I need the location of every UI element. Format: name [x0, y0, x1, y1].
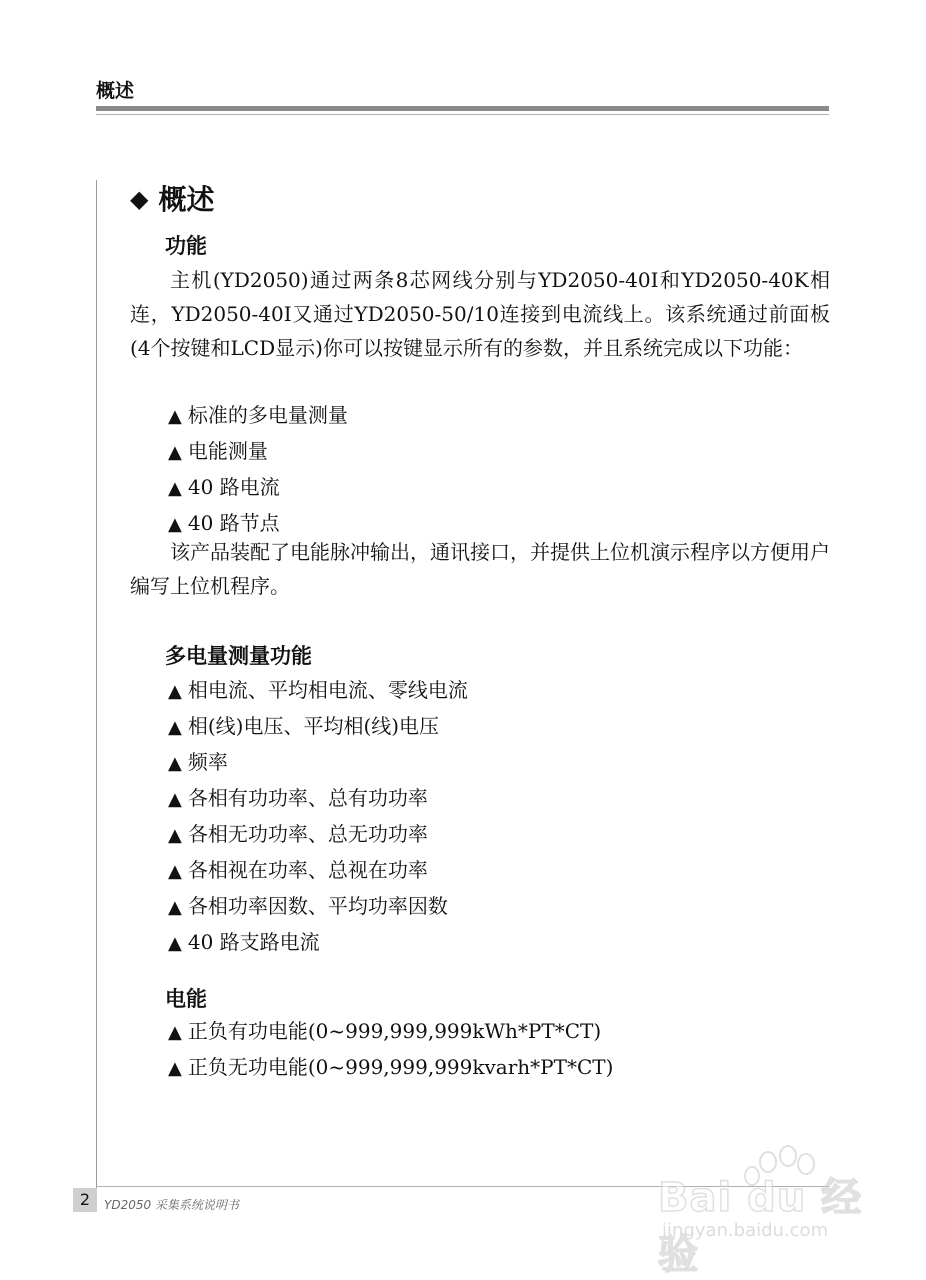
footer-doc-title: YD2050 采集系统说明书: [104, 1198, 239, 1212]
energy-list: [168, 1014, 613, 1086]
list-item: [168, 925, 468, 961]
triangle-bullet-icon: ▲: [168, 406, 182, 427]
triangle-bullet-icon: ▲: [168, 681, 182, 702]
list-item: [168, 673, 468, 709]
diamond-bullet-icon: ◆: [130, 185, 149, 213]
list-item-text: 电能测量: [187, 439, 268, 463]
list-item-text: 各相功率因数、平均功率因数: [187, 894, 448, 918]
list-item-text: 各相无功功率、总无功功率: [187, 822, 428, 846]
list-item-text: 相(线)电压、平均相(线)电压: [187, 714, 440, 738]
list-item: [168, 709, 468, 745]
list-item-text: 正负无功电能(0~999,999,999kvarh*PT*CT): [187, 1055, 614, 1079]
list-item: [168, 434, 348, 470]
list-item-text: 40 路电流: [187, 475, 280, 499]
functions-list: [168, 398, 348, 542]
energy-heading: 电能: [165, 987, 207, 1011]
triangle-bullet-icon: ▲: [168, 789, 182, 810]
triangle-bullet-icon: ▲: [168, 514, 182, 535]
triangle-bullet-icon: ▲: [168, 933, 182, 954]
list-item-text: 相电流、平均相电流、零线电流: [187, 678, 468, 702]
functions-intro-paragraph: 主机(YD2050)通过两条8芯网线分别与YD2050-40I和YD2050-40K相连，YD2050-40I又通过YD2050-50/10连接到电流线上。该系统通过前面板(4个按键和LCD显示)你可以按键显示所有的参数，并且系统完成以下功能：: [130, 268, 830, 360]
list-item-text: 各相有功功率、总有功功率: [187, 786, 428, 810]
list-item-text: 频率: [187, 750, 228, 774]
triangle-bullet-icon: ▲: [168, 825, 182, 846]
running-header-title: 概述: [96, 80, 135, 102]
triangle-bullet-icon: ▲: [168, 717, 182, 738]
list-item: [168, 1050, 613, 1086]
list-item-text: 标准的多电量测量: [187, 403, 348, 427]
list-item-text: 正负有功电能(0~999,999,999kWh*PT*CT): [187, 1019, 602, 1043]
watermark-url: jingyan.baidu.com: [662, 1220, 829, 1241]
header-rule-thick: [96, 106, 829, 111]
list-item: [168, 1014, 613, 1050]
baidu-watermark: [640, 1140, 880, 1278]
triangle-bullet-icon: ▲: [168, 753, 182, 774]
list-item: [168, 817, 468, 853]
left-margin-rule: [96, 180, 97, 1208]
list-item-text: 40 路节点: [187, 511, 280, 535]
triangle-bullet-icon: ▲: [168, 1022, 182, 1043]
list-item-text: 各相视在功率、总视在功率: [187, 858, 428, 882]
functions-outro-paragraph: 该产品装配了电能脉冲输出，通讯接口，并提供上位机演示程序以方便用户编写上位机程序。: [130, 540, 830, 598]
section-title: [130, 178, 214, 218]
list-item-text: 40 路支路电流: [187, 930, 320, 954]
section-title-text: 概述: [158, 183, 215, 216]
triangle-bullet-icon: ▲: [168, 478, 182, 499]
triangle-bullet-icon: ▲: [168, 442, 182, 463]
list-item: [168, 853, 468, 889]
list-item: [168, 398, 348, 434]
multi-measure-list: [168, 673, 468, 961]
list-item: [168, 470, 348, 506]
triangle-bullet-icon: ▲: [168, 861, 182, 882]
triangle-bullet-icon: ▲: [168, 1058, 182, 1079]
triangle-bullet-icon: ▲: [168, 897, 182, 918]
watermark-brand: Bai du 经验: [658, 1175, 863, 1278]
multi-measure-heading: 多电量测量功能: [165, 644, 312, 668]
page-number: 2: [73, 1188, 97, 1212]
list-item: [168, 745, 468, 781]
header-rule-thin: [96, 114, 829, 115]
functions-heading: 功能: [165, 234, 207, 258]
list-item: [168, 781, 468, 817]
list-item: [168, 889, 468, 925]
